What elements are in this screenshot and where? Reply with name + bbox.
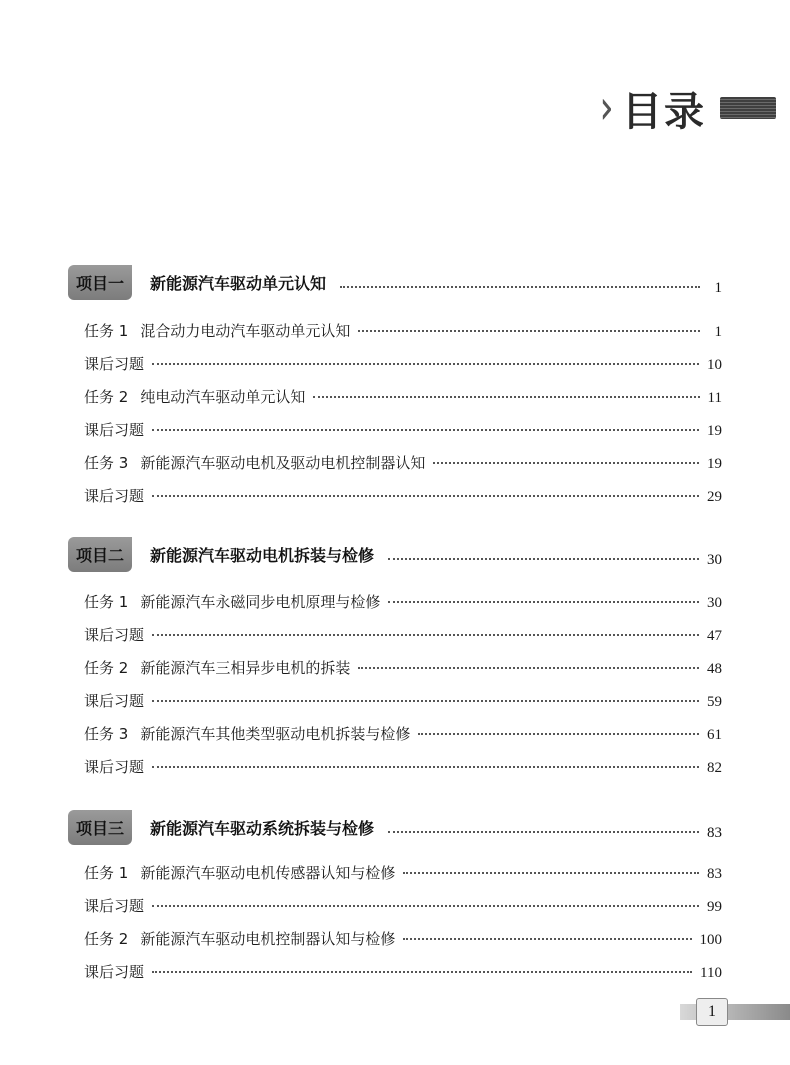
project-badge: 项目二 bbox=[68, 537, 132, 572]
page-ref: 61 bbox=[707, 727, 722, 743]
project-entry[interactable] bbox=[68, 537, 722, 572]
page-ref: 30 bbox=[707, 552, 722, 568]
exercise-entry[interactable] bbox=[84, 419, 722, 440]
dot-leader bbox=[388, 601, 699, 603]
dot-leader bbox=[433, 462, 699, 464]
page-ref: 29 bbox=[707, 489, 722, 505]
task-label: 任务 1 bbox=[84, 864, 129, 882]
task-entry[interactable] bbox=[84, 452, 722, 473]
page-ref: 59 bbox=[707, 694, 722, 710]
dot-leader bbox=[152, 634, 699, 636]
page-ref: 99 bbox=[707, 899, 722, 915]
task-label: 任务 1 bbox=[84, 322, 129, 340]
dot-leader bbox=[403, 872, 699, 874]
title-decoration-bar bbox=[720, 97, 776, 119]
exercise-entry[interactable] bbox=[84, 353, 722, 374]
page-ref: 83 bbox=[707, 825, 722, 841]
dot-leader bbox=[152, 495, 699, 497]
task-entry[interactable] bbox=[84, 320, 722, 341]
task-label: 任务 2 bbox=[84, 659, 129, 677]
task-title: 新能源汽车其他类型驱动电机拆装与检修 bbox=[140, 725, 411, 743]
page-ref: 1 bbox=[714, 324, 722, 340]
dot-leader bbox=[403, 938, 691, 940]
task-entry[interactable] bbox=[84, 862, 722, 883]
dot-leader bbox=[418, 733, 699, 735]
page-ref: 47 bbox=[707, 628, 722, 644]
project-title: 新能源汽车驱动系统拆装与检修 bbox=[150, 819, 375, 838]
task-entry[interactable] bbox=[84, 928, 722, 949]
task-title: 新能源汽车三相异步电机的拆装 bbox=[140, 659, 351, 677]
exercise-title: 课后习题 bbox=[84, 758, 145, 776]
exercise-entry[interactable] bbox=[84, 485, 722, 506]
task-label: 任务 3 bbox=[84, 725, 129, 743]
exercise-entry[interactable] bbox=[84, 690, 722, 711]
dot-leader bbox=[152, 700, 699, 702]
dot-leader bbox=[388, 558, 699, 560]
exercise-title: 课后习题 bbox=[84, 692, 145, 710]
page-ref: 110 bbox=[700, 965, 722, 981]
dot-leader bbox=[388, 831, 699, 833]
page-ref: 11 bbox=[707, 390, 722, 406]
project-title: 新能源汽车驱动电机拆装与检修 bbox=[150, 546, 375, 565]
page-ref: 100 bbox=[699, 932, 722, 948]
task-title: 新能源汽车驱动电机控制器认知与检修 bbox=[140, 930, 396, 948]
project-entry[interactable] bbox=[68, 265, 722, 300]
task-title: 纯电动汽车驱动单元认知 bbox=[140, 388, 306, 406]
exercise-entry[interactable] bbox=[84, 756, 722, 777]
exercise-title: 课后习题 bbox=[84, 421, 145, 439]
task-label: 任务 2 bbox=[84, 388, 129, 406]
exercise-entry[interactable] bbox=[84, 961, 722, 982]
page-ref: 30 bbox=[707, 595, 722, 611]
exercise-title: 课后习题 bbox=[84, 963, 145, 981]
page-ref: 82 bbox=[707, 760, 722, 776]
page-ref: 10 bbox=[707, 357, 722, 373]
task-label: 任务 3 bbox=[84, 454, 129, 472]
task-entry[interactable] bbox=[84, 386, 722, 407]
dot-leader bbox=[340, 286, 700, 288]
exercise-title: 课后习题 bbox=[84, 897, 145, 915]
task-title: 新能源汽车驱动电机及驱动电机控制器认知 bbox=[140, 454, 426, 472]
exercise-title: 课后习题 bbox=[84, 355, 145, 373]
page-title: 目录 bbox=[622, 88, 706, 135]
task-title: 新能源汽车驱动电机传感器认知与检修 bbox=[140, 864, 396, 882]
page-ref: 48 bbox=[707, 661, 722, 677]
project-badge: 项目三 bbox=[68, 810, 132, 845]
dot-leader bbox=[358, 667, 699, 669]
dot-leader bbox=[152, 766, 699, 768]
page-number-tab bbox=[680, 998, 790, 1026]
page-number: 1 bbox=[696, 998, 728, 1026]
dot-leader bbox=[358, 330, 700, 332]
project-entry[interactable] bbox=[68, 810, 722, 845]
toc-header bbox=[600, 82, 776, 134]
task-entry[interactable] bbox=[84, 591, 722, 612]
page-ref: 83 bbox=[707, 866, 722, 882]
exercise-title: 课后习题 bbox=[84, 626, 145, 644]
dot-leader bbox=[313, 396, 699, 398]
dot-leader bbox=[152, 429, 699, 431]
exercise-title: 课后习题 bbox=[84, 487, 145, 505]
exercise-entry[interactable] bbox=[84, 895, 722, 916]
task-title: 混合动力电动汽车驱动单元认知 bbox=[140, 322, 351, 340]
dot-leader bbox=[152, 363, 699, 365]
task-label: 任务 2 bbox=[84, 930, 129, 948]
dot-leader bbox=[152, 905, 699, 907]
page-ref: 19 bbox=[707, 456, 722, 472]
project-badge: 项目一 bbox=[68, 265, 132, 300]
page-ref: 1 bbox=[714, 280, 722, 296]
task-entry[interactable] bbox=[84, 723, 722, 744]
dot-leader bbox=[152, 971, 692, 973]
project-title: 新能源汽车驱动单元认知 bbox=[150, 274, 327, 293]
page-ref: 19 bbox=[707, 423, 722, 439]
task-title: 新能源汽车永磁同步电机原理与检修 bbox=[140, 593, 381, 611]
task-entry[interactable] bbox=[84, 657, 722, 678]
task-label: 任务 1 bbox=[84, 593, 129, 611]
exercise-entry[interactable] bbox=[84, 624, 722, 645]
